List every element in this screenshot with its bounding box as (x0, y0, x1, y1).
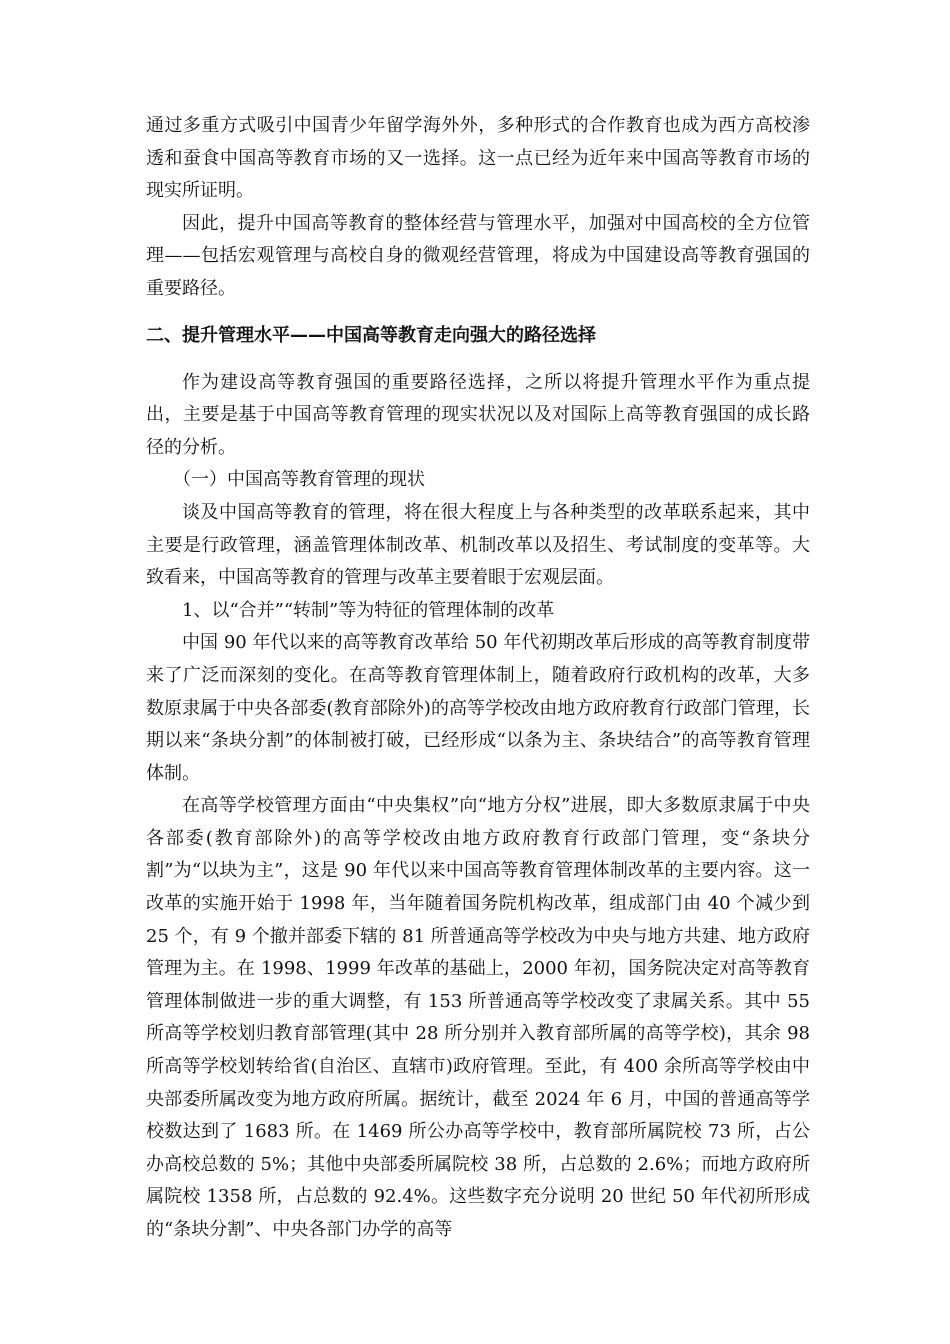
subsection-intro-paragraph: 谈及中国高等教育的管理，将在很大程度上与各种类型的改革联系起来，其中主要是行政管理，涵盖管理体制改革、机制改革以及招生、考试制度的变革等。大致看来，中国高等教育的管理与改革主要着眼于宏观层面。 (146, 501, 810, 589)
paragraph-continuation: 通过多重方式吸引中国青少年留学海外外，多种形式的合作教育也成为西方高校渗透和蚕食中国高等教育市场的又一选择。这一点已经为近年来中国高等教育市场的现实所证明。 (146, 115, 810, 202)
section-intro-paragraph: 作为建设高等教育强国的重要路径选择，之所以将提升管理水平作为重点提出，主要是基于中国高等教育管理的现实状况以及对国际上高等教育强国的成长路径的分析。 (146, 371, 810, 458)
paragraph-conclusion: 因此，提升中国高等教育的整体经营与管理水平，加强对中国高校的全方位管理——包括宏观管理与高校自身的微观经营管理，将成为中国建设高等教育强国的重要路径。 (146, 212, 810, 299)
body-paragraph: 在高等学校管理方面由“中央集权”向“地方分权”进展，即大多数原隶属于中央各部委(教育部除外)的高等学校改由地方政府教育行政部门管理，变“条块分割”为“以块为主”，这是 90 年代以来中国高等教育管理体制改革的主要内容。这一改革的实施开始于 1998 年，当年随着国务院机构改革，组成部门由 40 个减少到 25 个，有 9 个撤并部委下辖的 81 所普通高等学校改为中央与地方共建、地方政府管理为主。在 1998、1999 年改革的基础上，2000 年初，国务院决定对高等教育管理体制做进一步的重大调整，有 153 所普通高等学校改变了隶属关系。其中 55 所高等学校划归教育部管理(其中 28 所分别并入教育部所属的高等学校)，其余 98 所高等学校划转给省(自治区、直辖市)政府管理。至此，有 400 余所高等学校由中央部委所属改变为地方政府所属。据统计，截至 2024 年 6 月，中国的普通高等学校数达到了 1683 所。在 1469 所公办高等学校中，教育部所属院校 73 所，占公办高校总数的 5%；其他中央部委所属院校 38 所，占总数的 2.6%；而地方政府所属院校 1358 所，占总数的 92.4%。这些数字充分说明 20 世纪 50 年代初所形成的“条块分割”、中央各部门办学的高等 (146, 795, 810, 1240)
document-body (146, 110, 810, 1247)
subsection-heading: （一）中国高等教育管理的现状 (173, 469, 425, 491)
item-heading: 1、以“合并”“转制”等为特征的管理体制的改革 (182, 599, 555, 621)
section-heading: 二、提升管理水平——中国高等教育走向强大的路径选择 (146, 324, 596, 346)
body-paragraph: 中国 90 年代以来的高等教育改革给 50 年代初期改革后形成的高等教育制度带来了广泛而深刻的变化。在高等教育管理体制上，随着政府行政机构的改革，大多数原隶属于中央各部委(教育部除外)的高等学校改由地方政府教育行政部门管理，长期以来“条块分割”的体制被打破，已经形成“以条为主、条块结合”的高等教育管理体制。 (146, 632, 810, 784)
